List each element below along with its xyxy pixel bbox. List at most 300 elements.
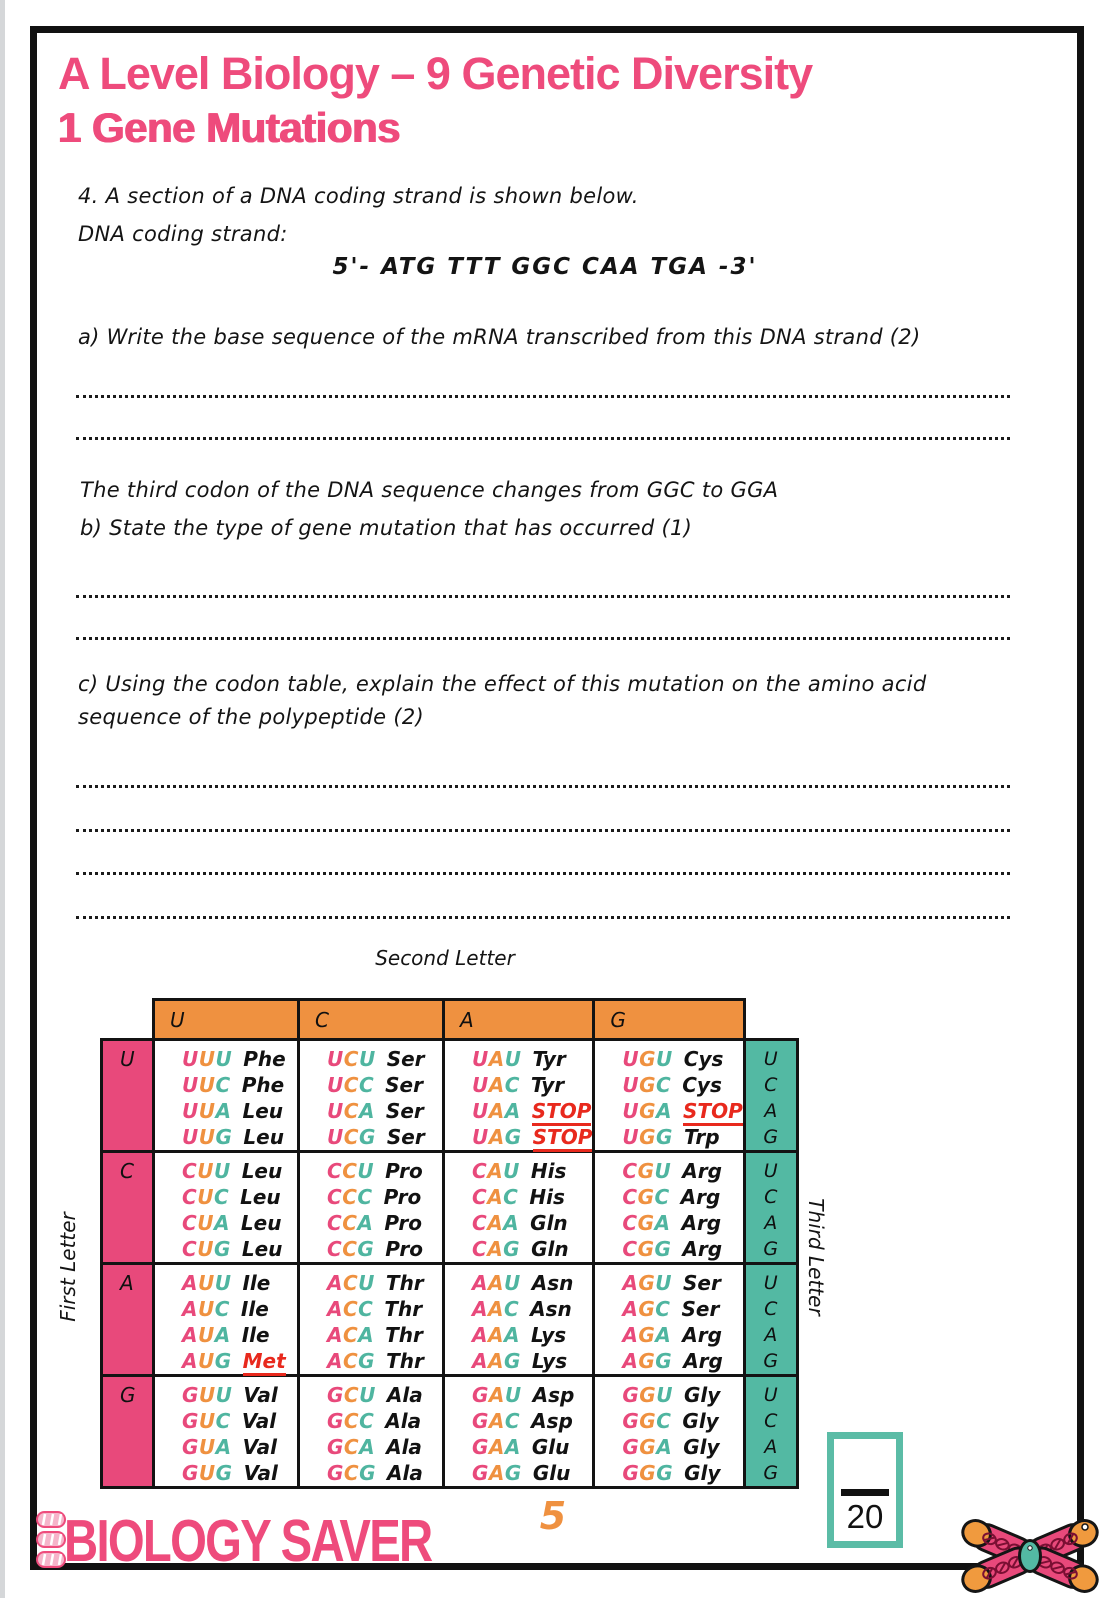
codon-cell: [444, 1152, 594, 1264]
answer-line[interactable]: [76, 872, 1010, 875]
amino-acid-label: Cys: [683, 1047, 724, 1071]
codon-entry: [622, 1124, 742, 1150]
codon-letter: U: [622, 1125, 639, 1149]
codon-letter: A: [622, 1349, 638, 1373]
codon-letter: U: [622, 1073, 639, 1097]
codon-letter: C: [343, 1383, 359, 1407]
codon-cell: [444, 1376, 594, 1488]
codon-letter: U: [197, 1185, 214, 1209]
codon-letter: A: [215, 1435, 232, 1459]
codon-letter: A: [622, 1323, 638, 1347]
answer-line[interactable]: [76, 916, 1010, 919]
codon-letter: U: [622, 1047, 639, 1071]
amino-acid-label: Leu: [240, 1185, 281, 1209]
amino-acid-label: Leu: [240, 1211, 282, 1235]
codon-letter: C: [656, 1409, 671, 1433]
codon-letter: U: [214, 1271, 231, 1295]
codon-letter: A: [488, 1125, 505, 1149]
answer-line[interactable]: [76, 395, 1010, 398]
codon-letter: C: [342, 1349, 358, 1373]
third-letter: G: [763, 1462, 779, 1484]
codon-letter: C: [343, 1125, 359, 1149]
codon-letter: A: [472, 1297, 488, 1321]
codon-entry: [622, 1210, 742, 1236]
answer-line[interactable]: [76, 637, 1010, 640]
codon-entry: [327, 1210, 442, 1236]
amino-acid-label: Ile: [241, 1323, 270, 1347]
codon-letter: A: [472, 1271, 488, 1295]
codon-letter: C: [654, 1185, 670, 1209]
codon-letter: C: [472, 1159, 487, 1183]
codon-letter: A: [213, 1211, 230, 1235]
second-letter-header: A: [444, 1000, 594, 1040]
codon-letter: G: [654, 1237, 671, 1261]
codon-table-header-row: [102, 1000, 798, 1040]
codon-letter: G: [503, 1349, 521, 1373]
codon-entry: [327, 1072, 442, 1098]
codon-letter: U: [359, 1383, 376, 1407]
codon-entry: [622, 1046, 742, 1072]
codon-letter: A: [358, 1099, 375, 1123]
codon-letter: U: [182, 1073, 199, 1097]
codon-entry: [182, 1434, 297, 1460]
amino-acid-label: Leu: [241, 1237, 283, 1261]
third-letter: C: [764, 1410, 778, 1432]
codon-letter: C: [327, 1185, 342, 1209]
amino-acid-label: Asn: [530, 1297, 572, 1321]
amino-acid-label: Glu: [531, 1435, 570, 1459]
codon-letter: A: [182, 1297, 198, 1321]
codon-letter: C: [655, 1297, 670, 1321]
codon-cell: [299, 1040, 444, 1152]
third-letter: C: [764, 1186, 778, 1208]
codon-letter: G: [622, 1383, 639, 1407]
codon-letter: U: [198, 1461, 216, 1485]
codon-letter: U: [472, 1099, 489, 1123]
codon-letter: U: [198, 1409, 216, 1433]
amino-acid-label: Gln: [530, 1211, 568, 1235]
codon-entry: [472, 1434, 592, 1460]
amino-acid-label: Pro: [384, 1211, 423, 1235]
codon-entry: [472, 1460, 592, 1486]
codon-letter: G: [214, 1349, 232, 1373]
amino-acid-label: Leu: [241, 1159, 283, 1183]
codon-letter: C: [342, 1211, 357, 1235]
codon-letter: U: [358, 1271, 375, 1295]
codon-letter: G: [327, 1461, 344, 1485]
codon-cell: [154, 1376, 299, 1488]
chromosome-icon: [938, 1498, 1108, 1598]
amino-acid-label: STOP: [683, 1099, 743, 1126]
codon-letter: C: [343, 1047, 359, 1071]
amino-acid-label: Ile: [242, 1271, 271, 1295]
codon-letter: A: [327, 1297, 343, 1321]
codon-letter: U: [472, 1125, 489, 1149]
codon-letter: C: [622, 1237, 638, 1261]
codon-letter: U: [197, 1349, 215, 1373]
codon-letter: G: [639, 1047, 656, 1071]
codon-entry: [327, 1184, 442, 1210]
codon-letter: A: [487, 1323, 504, 1347]
amino-acid-label: His: [530, 1159, 567, 1183]
codon-letter: C: [504, 1073, 520, 1097]
codon-letter: A: [487, 1297, 504, 1321]
codon-letter: G: [504, 1461, 522, 1485]
codon-entry: [472, 1270, 592, 1296]
amino-acid-label: Thr: [385, 1323, 423, 1347]
amino-acid-label: Arg: [680, 1185, 721, 1209]
codon-letter: G: [327, 1409, 344, 1433]
codon-letter: A: [358, 1323, 374, 1347]
answer-line[interactable]: [76, 785, 1010, 788]
codon-letter: A: [655, 1323, 671, 1347]
mutation-note: The third codon of the DNA sequence changes from GGC to GGA: [80, 478, 779, 502]
third-letter-cell: [744, 1376, 797, 1488]
third-letter: U: [763, 1272, 778, 1294]
codon-letter: C: [358, 1073, 374, 1097]
codon-entry: [472, 1158, 592, 1184]
codon-entry: [327, 1382, 442, 1408]
codon-letter: C: [342, 1159, 357, 1183]
codon-letter: A: [472, 1349, 488, 1373]
codon-letter: G: [637, 1237, 654, 1261]
codon-letter: G: [639, 1409, 656, 1433]
codon-letter: G: [182, 1461, 199, 1485]
codon-letter: A: [488, 1409, 505, 1433]
codon-letter: A: [656, 1435, 672, 1459]
codon-letter: A: [488, 1073, 505, 1097]
codon-letter: G: [622, 1461, 639, 1485]
third-letter-cell: [744, 1040, 797, 1152]
codon-entry: [182, 1210, 297, 1236]
first-letter-cell: U: [102, 1040, 154, 1152]
codon-letter: C: [656, 1073, 671, 1097]
codon-cell: [594, 1264, 744, 1376]
codon-letter: C: [213, 1185, 229, 1209]
codon-letter: U: [503, 1159, 520, 1183]
codon-letter: U: [198, 1435, 216, 1459]
codon-entry: [472, 1408, 592, 1434]
codon-entry: [327, 1236, 442, 1262]
codon-letter: G: [472, 1461, 489, 1485]
codon-entry: [182, 1158, 297, 1184]
codon-letter: U: [198, 1125, 215, 1149]
amino-acid-label: STOP: [532, 1099, 592, 1126]
codon-letter: U: [198, 1073, 215, 1097]
codon-letter: G: [639, 1435, 656, 1459]
codon-letter: C: [182, 1211, 197, 1235]
brand-logo: BIOLOGY SAVER: [64, 1507, 432, 1575]
codon-entry: [622, 1434, 742, 1460]
codon-letter: G: [655, 1349, 672, 1373]
codon-entry: [327, 1408, 442, 1434]
amino-acid-label: Gly: [682, 1409, 719, 1433]
codon-letter: G: [357, 1237, 374, 1261]
amino-acid-label: Lys: [531, 1349, 568, 1373]
codon-letter: C: [342, 1297, 358, 1321]
codon-cell: [154, 1264, 299, 1376]
codon-letter: U: [215, 1047, 232, 1071]
amino-acid-label: Asp: [531, 1409, 573, 1433]
codon-letter: U: [472, 1047, 489, 1071]
codon-letter: A: [182, 1349, 198, 1373]
codon-letter: G: [472, 1435, 489, 1459]
codon-cell: [594, 1376, 744, 1488]
codon-letter: A: [472, 1323, 488, 1347]
codon-cell: [299, 1152, 444, 1264]
codon-letter: A: [487, 1159, 503, 1183]
codon-letter: G: [638, 1297, 655, 1321]
codon-letter: G: [638, 1349, 655, 1373]
codon-entry: [327, 1158, 442, 1184]
codon-letter: G: [182, 1435, 199, 1459]
codon-letter: U: [656, 1383, 673, 1407]
amino-acid-label: Thr: [384, 1297, 423, 1321]
codon-entry: [327, 1348, 442, 1374]
codon-letter: U: [327, 1099, 344, 1123]
codon-entry: [622, 1072, 742, 1098]
codon-entry: [472, 1210, 592, 1236]
third-letter: U: [763, 1384, 778, 1406]
second-letter-header: U: [154, 1000, 299, 1040]
third-letter: G: [763, 1238, 779, 1260]
amino-acid-label: Arg: [683, 1349, 723, 1373]
codon-letter: A: [488, 1047, 505, 1071]
answer-line[interactable]: [76, 595, 1010, 598]
second-letter-header: C: [299, 1000, 444, 1040]
codon-letter: C: [622, 1185, 638, 1209]
codon-letter: U: [654, 1159, 671, 1183]
codon-letter: U: [197, 1211, 214, 1235]
amino-acid-label: Ala: [385, 1409, 422, 1433]
codon-letter: C: [342, 1237, 357, 1261]
codon-letter: A: [488, 1461, 505, 1485]
third-letter-cell: [744, 1152, 797, 1264]
amino-acid-label: Gly: [683, 1435, 720, 1459]
score-blank-line: [841, 1489, 889, 1496]
codon-entry: [182, 1072, 297, 1098]
codon-letter: A: [182, 1271, 198, 1295]
codon-letter: G: [472, 1409, 489, 1433]
answer-line[interactable]: [76, 437, 1010, 440]
amino-acid-label: Val: [243, 1461, 278, 1485]
corner-cell: [744, 1000, 797, 1040]
corner-cell: [102, 1000, 154, 1040]
codon-letter: C: [182, 1185, 197, 1209]
codon-entry: [182, 1236, 297, 1262]
question-part-a: a) Write the base sequence of the mRNA transcribed from this DNA strand (2): [78, 325, 921, 349]
codon-letter: G: [327, 1383, 344, 1407]
codon-letter: G: [359, 1461, 376, 1485]
amino-acid-label: Gly: [684, 1461, 721, 1485]
codon-letter: G: [637, 1211, 654, 1235]
codon-letter: C: [622, 1159, 638, 1183]
amino-acid-label: Ser: [681, 1297, 720, 1321]
codon-letter: U: [504, 1383, 522, 1407]
codon-entry: [472, 1124, 592, 1150]
codon-letter: G: [656, 1125, 673, 1149]
codon-letter: G: [215, 1125, 232, 1149]
codon-cell: [154, 1040, 299, 1152]
codon-letter: U: [197, 1159, 214, 1183]
codon-cell: [154, 1152, 299, 1264]
codon-letter: C: [504, 1409, 520, 1433]
codon-letter: A: [487, 1271, 504, 1295]
dna-strand-label: DNA coding strand:: [78, 222, 288, 246]
codon-letter: U: [357, 1159, 374, 1183]
codon-letter: C: [327, 1237, 342, 1261]
codon-letter: U: [655, 1271, 672, 1295]
codon-entry: [472, 1046, 592, 1072]
codon-entry: [182, 1098, 297, 1124]
codon-entry: [182, 1046, 297, 1072]
codon-letter: G: [639, 1125, 656, 1149]
codon-table: [100, 998, 799, 1489]
codon-letter: G: [215, 1461, 233, 1485]
codon-letter: U: [198, 1099, 215, 1123]
amino-acid-label: Ser: [386, 1047, 425, 1071]
amino-acid-label: Thr: [385, 1271, 424, 1295]
codon-entry: [182, 1296, 297, 1322]
amino-acid-label: Ala: [387, 1461, 423, 1485]
codon-letter: C: [215, 1409, 231, 1433]
third-letter-label: Third Letter: [804, 1198, 828, 1316]
course-title: A Level Biology – 9 Genetic Diversity: [58, 48, 813, 99]
amino-acid-label: Cys: [682, 1073, 722, 1097]
codon-letter: A: [357, 1211, 373, 1235]
codon-letter: A: [503, 1211, 519, 1235]
codon-letter: A: [654, 1211, 670, 1235]
third-letter: C: [764, 1074, 778, 1096]
codon-entry: [622, 1270, 742, 1296]
codon-letter: A: [327, 1323, 343, 1347]
codon-letter: C: [342, 1271, 358, 1295]
codon-letter: U: [327, 1073, 344, 1097]
codon-letter: A: [504, 1099, 521, 1123]
codon-letter: G: [504, 1125, 522, 1149]
codon-letter: G: [639, 1073, 656, 1097]
codon-entry: [472, 1072, 592, 1098]
amino-acid-label: Ile: [240, 1297, 269, 1321]
codon-letter: G: [656, 1461, 673, 1485]
codon-entry: [472, 1348, 592, 1374]
codon-letter: G: [637, 1185, 654, 1209]
second-letter-label: Second Letter: [375, 946, 515, 970]
amino-acid-label: Leu: [243, 1125, 284, 1149]
codon-letter: C: [327, 1211, 342, 1235]
codon-entry: [182, 1382, 297, 1408]
amino-acid-label: Tyr: [532, 1047, 566, 1071]
first-letter-cell: G: [102, 1376, 154, 1488]
codon-cell: [594, 1040, 744, 1152]
codon-letter: C: [503, 1297, 519, 1321]
codon-entry: [622, 1184, 742, 1210]
amino-acid-label: Pro: [383, 1185, 422, 1209]
page-number: 5: [539, 1494, 567, 1538]
codon-entry: [622, 1348, 742, 1374]
amino-acid-label: Val: [241, 1409, 277, 1433]
amino-acid-label: Glu: [532, 1461, 571, 1485]
codon-entry: [622, 1158, 742, 1184]
codon-entry: [622, 1296, 742, 1322]
amino-acid-label: His: [529, 1185, 565, 1209]
codon-letter: C: [343, 1461, 359, 1485]
codon-letter: A: [487, 1349, 504, 1373]
codon-entry: [472, 1322, 592, 1348]
codon-letter: C: [622, 1211, 638, 1235]
codon-entry: [327, 1046, 442, 1072]
codon-letter: G: [622, 1435, 639, 1459]
codon-letter: U: [198, 1047, 215, 1071]
codon-letter: G: [472, 1383, 489, 1407]
codon-letter: C: [359, 1409, 374, 1433]
codon-entry: [472, 1236, 592, 1262]
codon-letter: C: [343, 1099, 359, 1123]
codon-cell: [444, 1264, 594, 1376]
codon-entry: [327, 1270, 442, 1296]
codon-letter: C: [342, 1185, 357, 1209]
third-letter: A: [764, 1324, 778, 1346]
codon-letter: U: [327, 1047, 344, 1071]
codon-cell: [594, 1152, 744, 1264]
codon-letter: A: [488, 1099, 505, 1123]
codon-letter: U: [198, 1383, 216, 1407]
codon-letter: A: [359, 1435, 375, 1459]
codon-letter: C: [358, 1297, 373, 1321]
codon-entry: [182, 1348, 297, 1374]
first-letter-label: First Letter: [56, 1212, 80, 1322]
amino-acid-label: Ser: [385, 1073, 423, 1097]
question-part-b: b) State the type of gene mutation that has occurred (1): [80, 516, 693, 540]
codon-entry: [182, 1184, 297, 1210]
codon-letter: A: [214, 1323, 231, 1347]
codon-letter: U: [504, 1047, 521, 1071]
third-letter: C: [764, 1298, 778, 1320]
codon-letter: C: [215, 1073, 231, 1097]
amino-acid-label: Tyr: [530, 1073, 565, 1097]
answer-line[interactable]: [76, 829, 1010, 832]
codon-entry: [472, 1184, 592, 1210]
codon-entry: [327, 1460, 442, 1486]
codon-letter: A: [488, 1383, 505, 1407]
amino-acid-label: Ser: [386, 1125, 425, 1149]
codon-letter: G: [638, 1323, 655, 1347]
codon-entry: [182, 1270, 297, 1296]
amino-acid-label: Val: [242, 1435, 277, 1459]
codon-letter: U: [622, 1099, 639, 1123]
third-letter: A: [764, 1212, 778, 1234]
codon-letter: C: [343, 1409, 359, 1433]
codon-letter: U: [197, 1237, 214, 1261]
codon-letter: G: [358, 1349, 375, 1373]
codon-entry: [622, 1098, 742, 1124]
codon-letter: G: [182, 1409, 199, 1433]
codon-table-row: [102, 1264, 798, 1376]
codon-letter: C: [343, 1073, 359, 1097]
codon-letter: C: [182, 1237, 197, 1261]
codon-letter: G: [182, 1383, 199, 1407]
codon-letter: G: [622, 1409, 639, 1433]
page-edge: [0, 0, 5, 1598]
amino-acid-label: Arg: [682, 1323, 722, 1347]
codon-letter: C: [214, 1297, 230, 1321]
codon-letter: U: [182, 1047, 199, 1071]
amino-acid-label: Gly: [683, 1383, 721, 1407]
third-letter: G: [763, 1126, 779, 1148]
amino-acid-label: Ser: [683, 1271, 721, 1295]
codon-letter: G: [327, 1435, 344, 1459]
codon-letter: A: [622, 1297, 638, 1321]
